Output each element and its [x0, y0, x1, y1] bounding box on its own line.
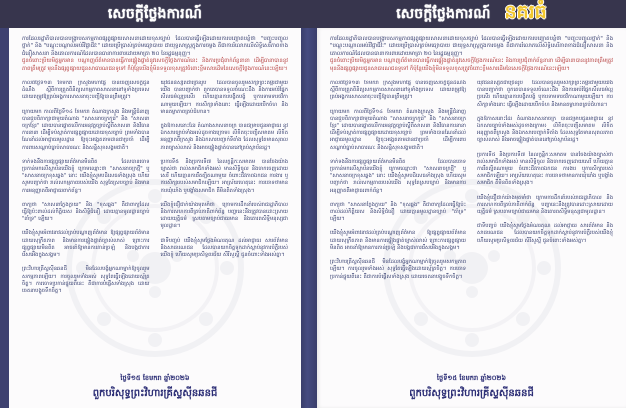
- left-doc-title: សេចក្តីថ្លែងការណ៍: [107, 5, 203, 22]
- footer-date: ថ្ងៃទី១៥ ខែមករា ឆ្នាំ២០២៦: [436, 374, 507, 382]
- left-doc-header: [9, 0, 301, 28]
- intro-warning-text: ជូនចំពោះប្រិយមិត្តអ្នកអាន បណ្តាញព័ត៌មានបានធ្វើការផ្ទៀងផ្ទាត់នូវសេចក្តីថ្លែងការណ៍នេះ និងការប្រជុំពាក់ព័ន្ធនានា ដើម្បីធានាបាននូវភាពត្រឹមត្រូវ មុននឹងផ្សព្វផ្សាយជូនសាធារណជនទូទៅ ក៏ប៉ុន្តែយើងខ្ញុំមិនទទួលខុសត្រូវចំពោះខ្លឹមសារដើមនៃសេចក្តីថ្លែងការណ៍នេះឡើយ។: [330, 58, 613, 72]
- body-paragraph: ជាទីបញ្ចប់ យើងខ្ញុំសូមថ្លែងអំណរគុណ ដល់អាជ្ញាធរ សារព័ត៌មាន និងសាធារណជន ដែលបានយកចិត្តទុកដាក់ស្តាប់នូវការបំភ្លឺរបស់យើងខ្ញុំ ហើយសូមប្រសិទ្ធពរជ័យ សិរីសួស្តី ជូនចំពោះទាំងអស់គ្នា។: [160, 237, 288, 259]
- center-divider-strip: [301, 0, 317, 408]
- intro-warning-text: ជូនចំពោះប្រិយមិត្តអ្នកអាន បណ្តាញព័ត៌មានបានធ្វើការផ្ទៀងផ្ទាត់នូវសេចក្តីថ្លែងការណ៍នេះ និងការប្រជុំពាក់ព័ន្ធនានា ដើម្បីធានាបាននូវភាពត្រឹមត្រូវ មុននឹងផ្សព្វផ្សាយជូនសាធារណជនទូទៅ ក៏ប៉ុន្តែយើងខ្ញុំមិនទទួលខុសត្រូវចំពោះខ្លឹមសារដើមនៃសេចក្តីថ្លែងការណ៍នេះឡើយ។: [22, 58, 288, 72]
- body-column-2: [161, 80, 289, 340]
- body-paragraph: យុវជននិស្សិតជាច្រើនរូប ដែលបានចូលរួមសិក្សាព្រះគម្ពីរជាមួយយើង បានបញ្ជាក់ថា ពួកគេបានទទួលចំណេះដឹង និងការអប់រំផ្នែកសីលធម៌ល្អប្រសើរ ហើយគ្មានការបង្ខិតបង្ខំ ឬការទាមទារថវិកាណាមួយឡើយ។ ការសិក្សាទាំងនោះ ធ្វើឡើងដោយបើកចំហ និងមានតម្លាភាពគ្រប់ជំហាន។: [160, 80, 288, 115]
- right-doc-header: [317, 0, 626, 28]
- body-paragraph: ក្រោយមក កាលពីថ្ងៃទី១៤ ខែមករា តំណាងក្រសួង និងមន្ត្រីជំនាញ បានជួបពិភាក្សាជាមួយតំណាង "សាសនាចក្រកូរ៉េ" និង "សាសនាចក្រខ្មែរ" ដោយបានផ្តោតលើការអនុវត្តច្បាប់ស្តីពីសាសនា និងវិធានការនានា ដើម្បីទប់ស្កាត់ការផ្សព្វផ្សាយដោយខុសច្បាប់ ព្រមទាំងបានណែនាំដល់អាជ្ញាធរមូលដ្ឋាន ឱ្យចុះអង្កេតតាមដានជាប្រចាំ ដើម្បីការពារសណ្តាប់ធ្នាប់សាធារណៈ និងសន្តិសុខសង្គមជាតិ។: [22, 108, 150, 151]
- footer-organization: ពួកបរិសុទ្ធព្រះវិហារគ្រីស្ទស៊ីនឆនជី: [92, 388, 218, 399]
- body-paragraph: ក្រោយមក កាលពីថ្ងៃទី១៤ ខែមករា តំណាងក្រសួង និងមន្ត្រីជំនាញ បានជួបពិភាក្សាជាមួយតំណាង "សាសនាចក្រកូរ៉េ" និង "សាសនាចក្រខ្មែរ" ដោយបានផ្តោតលើការអនុវត្តច្បាប់ស្តីពីសាសនា និងវិធានការនានា ដើម្បីទប់ស្កាត់ការផ្សព្វផ្សាយដោយខុសច្បាប់ ព្រមទាំងបានណែនាំដល់អាជ្ញាធរមូលដ្ឋាន ឱ្យចុះអង្កេតតាមដានជាប្រចាំ ដើម្បីការពារសណ្តាប់ធ្នាប់សាធារណៈ និងសន្តិសុខសង្គមជាតិ។: [330, 108, 466, 151]
- intro-paragraph: [330, 36, 613, 73]
- nokor-thom-logo: នគរធំ: [504, 1, 547, 23]
- right-doc-title: សេចក្តីថ្លែងការណ៍: [396, 5, 491, 22]
- body-paragraph: ពាក្យថា "សាសនាក្លែងក្លាយ" និង "ខុសឆ្គង" គឺជាពាក្យដែលធ្វើឱ្យប៉ះពាល់ដល់កិត្តិយស និងសិទ្ធិជំនឿ ដោយគ្មានមូលដ្ឋានច្បាប់ "គាំទ្រ" ឡើយ។: [22, 201, 150, 223]
- left-edge-strip: [0, 0, 9, 408]
- doc-footer: [9, 374, 301, 401]
- body-paragraph: ព្រះវិហារគ្រីស្ទស៊ីនឆនជី មិនដែលបង្ខំអ្នកណាម្នាក់ឱ្យចូលរួមសកម្មភាពឡើយ។ ការចូលរួមទាំងអស់ សុទ្ធតែធ្វើឡើងដោយស្ម័គ្រចិត្ត។ ការចោទប្រកាន់ផ្ទុយពីនេះ គឺជាការបំផ្លើសទាំងស្រុង ដោយចេតនាបង្ខូចទឹកចិត្ត។: [330, 259, 466, 280]
- body-paragraph: ព្រះវិហារគ្រីស្ទស៊ីនឆនជី មិនដែលបង្ខំអ្នកណាម្នាក់ឱ្យចូលរួមសកម្មភាពឡើយ។ ការចូលរួមទាំងអស់ សុទ្ធតែធ្វើឡើងដោយស្ម័គ្រចិត្ត។ ការចោទប្រកាន់ផ្ទុយពីនេះ គឺជាការបំផ្លើសទាំងស្រុង ដោយចេតនាបង្ខូចទឹកចិត្ត។: [22, 266, 150, 294]
- document-page-left: [9, 28, 301, 408]
- body-paragraph: កាលពីថ្ងៃទី១៣ ខែមករា ក្រសួងមហាផ្ទៃ បានចេញសេចក្តីជូនដំណឹង ស្តីពីការត្រួតពិនិត្យសកម្មភាពសាសនានៅទូទាំងប្រទេស ដោយតម្រូវឱ្យគ្រប់អង្គការសាសនាចុះបញ្ជីឱ្យបានត្រឹមត្រូវ។: [330, 80, 466, 101]
- body-paragraph: យុវជននិស្សិតជាច្រើនរូប ដែលបានចូលរួមសិក្សាព្រះគម្ពីរជាមួយយើង បានបញ្ជាក់ថា ពួកគេបានទទួលចំណេះដឹង និងការអប់រំផ្នែកសីលធម៌ល្អប្រសើរ ហើយគ្មានការបង្ខិតបង្ខំ ឬការទាមទារថវិកាណាមួយឡើយ។ ការសិក្សាទាំងនោះ ធ្វើឡើងដោយបើកចំហ និងមានតម្លាភាពគ្រប់ជំហាន។: [477, 80, 613, 108]
- body-paragraph: ក្នុងឱកាសនោះដែរ តំណាងសាសនាចក្រ បានជម្រាបជូនអាជ្ញាធរ នូវឯកសារច្បាប់ទាំងអស់ដូចខាងក្រោម៖ លិខិតចុះបញ្ជីសមាគម លិខិតអនុញ្ញាតពីក្រសួង និងឯកសារបញ្ជាក់ទីតាំង ដែលសុទ្ធតែមានសុពលភាពច្បាស់លាស់ និងអាចផ្ទៀងផ្ទាត់បាននៅគ្រប់ស្ថាប័នរដ្ឋ។: [160, 123, 288, 151]
- header-band: [0, 0, 626, 28]
- intro-paragraph: [22, 36, 288, 73]
- body-paragraph: ទាក់ទងនឹងការផ្សព្វផ្សាយព័ត៌មានមិនពិត ដែលបានចោទប្រកាន់មកលើស្ថាប័នយើងខ្ញុំ ក្រោមឈ្មោះថា "សាសនាចក្រថ្មី" ឬ "សាសនាចក្រខុសឆ្គង" នោះ យើងខ្ញុំសូមបដិសេធទាំងស្រុង ហើយសូមបញ្ជាក់ថា រាល់សកម្មភាពរបស់យើង សុទ្ធតែស្របច្បាប់ និងមានការអនុញ្ញាតពីអាជ្ញាធរពាក់ព័ន្ធ។: [330, 158, 466, 194]
- right-doc-content: [330, 36, 613, 340]
- body-columns: [330, 80, 613, 340]
- body-paragraph: យើងខ្ញុំជឿជាក់យ៉ាងមុតមាំថា ក្រោមការដឹកនាំរបស់រាជរដ្ឋាភិបាល និងការសហការពីគ្រប់ភាគីពាក់ព័ន្ធ បញ្ហានេះនឹងត្រូវបានដោះស្រាយដោយយុត្តិធម៌ ស្របតាមច្បាប់ជាធរមាន និងគោរពសិទ្ធិមនុស្សជាមូលដ្ឋាន។: [477, 194, 613, 216]
- body-paragraph: យើងខ្ញុំសូមអំពាវនាវដល់គ្រប់បណ្តាញព័ត៌មាន ឱ្យផ្សព្វផ្សាយព័ត៌មានដោយសុក្រឹតភាព និងមានការផ្ទៀងផ្ទាត់ច្បាស់លាស់ ព្រោះការផ្សព្វផ្សាយមិនពិត អាចនាំឱ្យមានការភាន់ច្រឡំ និងបង្កជាការរើសអើងក្នុងសង្គម។: [22, 230, 150, 259]
- body-paragraph: កាលពីថ្ងៃទី១៣ ខែមករា ក្រសួងមហាផ្ទៃ បានចេញសេចក្តីជូនដំណឹង ស្តីពីការត្រួតពិនិត្យសកម្មភាពសាសនានៅទូទាំងប្រទេស ដោយតម្រូវឱ្យគ្រប់អង្គការសាសនាចុះបញ្ជីឱ្យបានត្រឹមត្រូវ។: [22, 80, 150, 101]
- intro-main-text: ការដែលរដ្ឋាភិបាលបានបង្ក្រាបសកម្មភាពផ្សព្វផ្សាយសាសនាដោយខុសច្បាប់ ដែលបានធ្វើឡើងដោយការបញ្ឆោតបន្លំថា "បញ្ចុះបញ្ចូលថ្នាក់" និង "បណ្តុះបណ្តាលអប់រំវិជ្ជាជីវៈ" ដោយប្រើប្រាស់គ្រប់មធ្យោបាយ ជាយុទ្ធសាស្ត្រក្នុងការចម្លង គឺជាការរំលោភលើសិទ្ធិសេរីភាពខាងជំនឿសាសនា និងគោលការណ៍ដែលបានធានាការពារដោយមាត្រា ២០ នៃរដ្ឋធម្មនុញ្ញ។: [330, 36, 613, 57]
- body-paragraph: យើងខ្ញុំសូមអំពាវនាវដល់គ្រប់បណ្តាញព័ត៌មាន ឱ្យផ្សព្វផ្សាយព័ត៌មានដោយសុក្រឹតភាព និងមានការផ្ទៀងផ្ទាត់ច្បាស់លាស់ ព្រោះការផ្សព្វផ្សាយមិនពិត អាចនាំឱ្យមានការភាន់ច្រឡំ និងបង្កជាការរើសអើងក្នុងសង្គម។: [330, 230, 466, 251]
- footer-organization: ពួកបរិសុទ្ធព្រះវិហារគ្រីស្ទស៊ីនឆនជី: [409, 388, 534, 399]
- body-paragraph: ទាក់ទងនឹងការផ្សព្វផ្សាយព័ត៌មានមិនពិត ដែលបានចោទប្រកាន់មកលើស្ថាប័នយើងខ្ញុំ ក្រោមឈ្មោះថា "សាសនាចក្រថ្មី" ឬ "សាសនាចក្រខុសឆ្គង" នោះ យើងខ្ញុំសូមបដិសេធទាំងស្រុង ហើយសូមបញ្ជាក់ថា រាល់សកម្មភាពរបស់យើង សុទ្ធតែស្របច្បាប់ និងមានការអនុញ្ញាតពីអាជ្ញាធរពាក់ព័ន្ធ។: [22, 158, 150, 194]
- body-paragraph: យើងខ្ញុំជឿជាក់យ៉ាងមុតមាំថា ក្រោមការដឹកនាំរបស់រាជរដ្ឋាភិបាល និងការសហការពីគ្រប់ភាគីពាក់ព័ន្ធ បញ្ហានេះនឹងត្រូវបានដោះស្រាយដោយយុត្តិធម៌ ស្របតាមច្បាប់ជាធរមាន និងគោរពសិទ្ធិមនុស្សជាមូលដ្ឋាន។: [160, 201, 288, 230]
- body-columns: [22, 80, 288, 340]
- body-paragraph: ក្នុងឱកាសនោះដែរ តំណាងសាសនាចក្រ បានជម្រាបជូនអាជ្ញាធរ នូវឯកសារច្បាប់ទាំងអស់ដូចខាងក្រោម៖ លិខិតចុះបញ្ជីសមាគម លិខិតអនុញ្ញាតពីក្រសួង និងឯកសារបញ្ជាក់ទីតាំង ដែលសុទ្ធតែមានសុពលភាពច្បាស់លាស់ និងអាចផ្ទៀងផ្ទាត់បាននៅគ្រប់ស្ថាប័នរដ្ឋ។: [477, 115, 613, 144]
- body-paragraph: ប្រការទី៥ និងប្រការទី៧ នៃលក្ខន្តិកៈសមាគម បានចែងយ៉ាងច្បាស់ថា រាល់សមាជិកទាំងអស់ មានសិទ្ធិចូល និងចាកចេញដោយសេរី ហើយគ្មានការរឹតត្បិតណាមួយ ចំពោះជីវភាពឯកជន ការងារ ឬការសិក្សារបស់សមាជិកឡើយ។ អាស្រ័យហេតុនេះ ការចោទថាមានការឃុំឃាំង ឬបង្ខាំងសមាជិក គឺមិនពិតទាំងស្រុង។: [160, 158, 288, 194]
- intro-main-text: ការដែលរដ្ឋាភិបាលបានបង្ក្រាបសកម្មភាពផ្សព្វផ្សាយសាសនាដោយខុសច្បាប់ ដែលបានធ្វើឡើងដោយការបញ្ឆោតបន្លំថា "បញ្ចុះបញ្ចូលថ្នាក់" និង "បណ្តុះបណ្តាលអប់រំវិជ្ជាជីវៈ" ដោយប្រើប្រាស់គ្រប់មធ្យោបាយ ជាយុទ្ធសាស្ត្រក្នុងការចម្លង គឺជាការរំលោភលើសិទ្ធិសេរីភាពខាងជំនឿសាសនា និងគោលការណ៍ដែលបានធានាការពារដោយមាត្រា ២០ នៃរដ្ឋធម្មនុញ្ញ។: [22, 36, 288, 57]
- body-paragraph: ជាទីបញ្ចប់ យើងខ្ញុំសូមថ្លែងអំណរគុណ ដល់អាជ្ញាធរ សារព័ត៌មាន និងសាធារណជន ដែលបានយកចិត្តទុកដាក់ស្តាប់នូវការបំភ្លឺរបស់យើងខ្ញុំ ហើយសូមប្រសិទ្ធពរជ័យ សិរីសួស្តី ជូនចំពោះទាំងអស់គ្នា។: [477, 223, 613, 244]
- body-column-1: [22, 80, 150, 340]
- footer-date: ថ្ងៃទី១៥ ខែមករា ឆ្នាំ២០២៦: [120, 374, 190, 382]
- document-page-right: [317, 28, 626, 408]
- left-doc-content: [22, 36, 288, 340]
- body-column-1: [330, 80, 466, 340]
- body-paragraph: ប្រការទី៥ និងប្រការទី៧ នៃលក្ខន្តិកៈសមាគម បានចែងយ៉ាងច្បាស់ថា រាល់សមាជិកទាំងអស់ មានសិទ្ធិចូល និងចាកចេញដោយសេរី ហើយគ្មានការរឹតត្បិតណាមួយ ចំពោះជីវភាពឯកជន ការងារ ឬការសិក្សារបស់សមាជិកឡើយ។ អាស្រ័យហេតុនេះ ការចោទថាមានការឃុំឃាំង ឬបង្ខាំងសមាជិក គឺមិនពិតទាំងស្រុង។: [477, 151, 613, 187]
- body-paragraph: ពាក្យថា "សាសនាក្លែងក្លាយ" និង "ខុសឆ្គង" គឺជាពាក្យដែលធ្វើឱ្យប៉ះពាល់ដល់កិត្តិយស និងសិទ្ធិជំនឿ ដោយគ្មានមូលដ្ឋានច្បាប់ "គាំទ្រ" ឡើយ។: [330, 201, 466, 223]
- doc-footer: [317, 374, 626, 401]
- body-column-2: [477, 80, 613, 340]
